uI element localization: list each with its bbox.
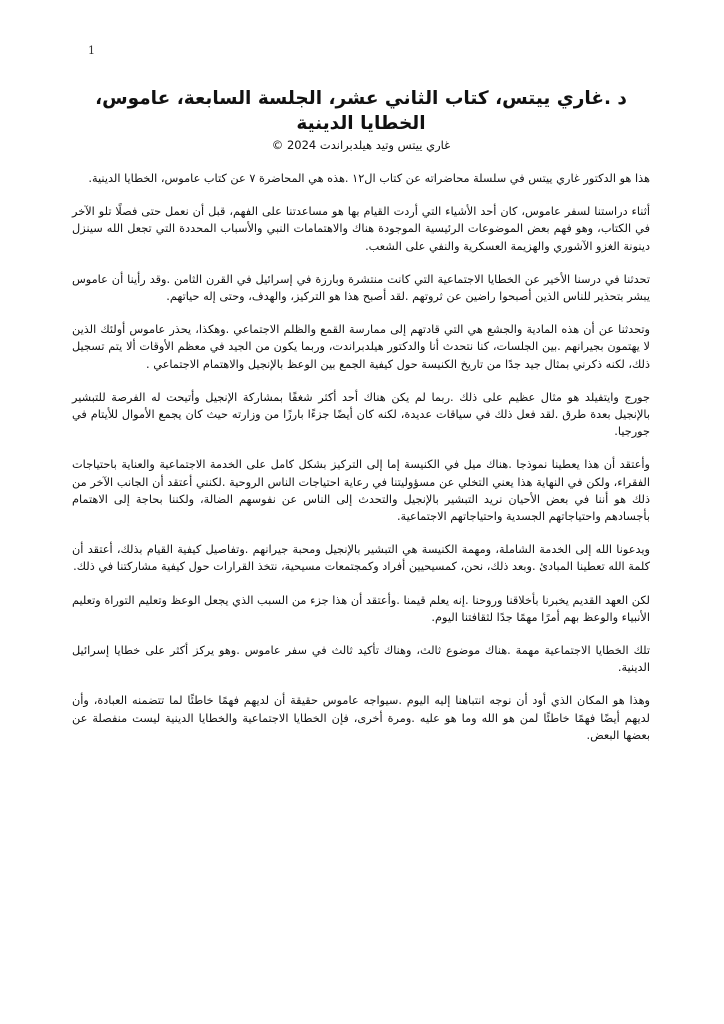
document-body <box>72 86 650 744</box>
paragraph-3: تحدثنا في درسنا الأخير عن الخطايا الاجتماعية التي كانت منتشرة وبارزة في إسرائيل في القرن الثامن .وقد رأينا أن عاموس يبشر بتحذير للناس الذين أصبحوا راضين عن ثروتهم .لقد أصبح هذا هو التركيز، والهدف، وحتى إله حياتهم. <box>72 272 650 304</box>
paragraph-10: وهذا هو المكان الذي أود أن نوجه انتباهنا إليه اليوم .سيواجه عاموس حقيقة أن لديهم فهمًا خاطئًا لما تتضمنه العبادة، وأن لديهم أيضًا فهمًا خاطئًا لمن هو الله وما هو عليه .ومرة أخرى، فإن الخطايا الاجتماعية والخطايا الدينية ليست منفصلة عن بعضها البعض. <box>72 694 650 742</box>
paragraph-1: هذا هو الدكتور غاري ييتس في سلسلة محاضراته عن كتاب ال١٢ .هذه هي المحاضرة ٧ عن كتاب عاموس، الخطايا الدينية. <box>88 172 650 185</box>
page-number: 1 <box>88 44 95 57</box>
paragraph-9: تلك الخطايا الاجتماعية مهمة .هناك موضوع ثالث، وهناك تأكيد ثالث في سفر عاموس .وهو يركز أكثر على خطايا إسرائيل الدينية. <box>72 644 650 675</box>
paragraph-5: جورج وايتفيلد هو مثال عظيم على ذلك .ربما لم يكن هناك أحد أكثر شغفًا بمشاركة الإنجيل وأتيحت له الفرصة للتبشير بالإنجيل بعدة طرق .لقد فعل ذلك في سياقات عديدة، لكنه كان أيضًا جزءًا بارزًا من وزارته حيث كان يجمع الأموال للأيتام في جورجيا. <box>72 390 650 439</box>
paragraph-6: وأعتقد أن هذا يعطينا نموذجا .هناك ميل في الكنيسة إما إلى التركيز بشكل كامل على الخدمة الاجتماعية والعناية باحتياجات الفقراء، ولكن في النهاية هذا يعني التخلي عن مسؤوليتنا في رعاية احتياجات الناس الروحية .لكنني أعتقد أن الجانب الآخر من ذلك هو أننا في بعض الأحيان نريد التبشير بالإنجيل والتحدث إلى الناس عن نفوسهم الضالة، ولكننا بحاجة إلى الاهتمام بأجسادهم واحتياجاتهم الجسدية واحتياجاتهم الاجتماعية. <box>72 458 650 524</box>
paragraph-7: ويدعونا الله إلى الخدمة الشاملة، ومهمة الكنيسة هي التبشير بالإنجيل ومحبة جيرانهم .وتفاصيل كيفية القيام بذلك، أعتقد أن كلمة الله تعطينا المبادئ .وبعد ذلك، نحن، كمسيحيين أفراد وكمجتمعات مسيحية، نتخذ القرارات حول كيفية مشاركتنا في ذلك. <box>72 543 650 574</box>
paragraph-2: أثناء دراستنا لسفر عاموس، كان أحد الأشياء التي أردت القيام بها هو مساعدتنا على الفهم، قبل أن نعمل حتى فصلًا تلو الآخر في الكتاب، وهو فهم بعض الموضوعات الرئيسية الموجودة هناك والاهتمامات النبي والأسباب المحددة التي تجعل الله سينزل دينونة الغزو الآشوري والهزيمة العسكرية والنفي على الشعب. <box>72 205 650 253</box>
document-title: د .غاري ييتس، كتاب الثاني عشر، الجلسة السابعة، عاموس، الخطايا الدينية <box>95 88 627 134</box>
paragraph-8: لكن العهد القديم يخبرنا بأخلاقنا وروحنا .إنه يعلم قيمنا .وأعتقد أن هذا جزء من السبب الذي يجعل الوعظ وتعليم التوراة وتعليم الأنبياء والوعظ بهم أمرًا مهمًا جدًا لثقافتنا اليوم. <box>72 593 650 624</box>
paragraph-4: وتحدثنا عن أن هذه المادية والجشع هي التي قادتهم إلى ممارسة القمع والظلم الاجتماعي .وهكذا، يحذر عاموس أولئك الذين لا يهتمون بجيرانهم .بين الجلسات، كنا نتحدث أنا والدكتور هيلدبراندت، وربما يكون من الجيد في معظم الأوقات ألا يتم تسجيل ذلك، لكنه ذكرني بمثال جيد جدًا من تاريخ الكنيسة حول كيفية الجمع بين الوعظ بالإنجيل والاهتمام الاجتماعي . <box>72 323 650 371</box>
copyright-line: غاري ييتس وتيد هيلدبراندت 2024 © <box>271 138 451 152</box>
